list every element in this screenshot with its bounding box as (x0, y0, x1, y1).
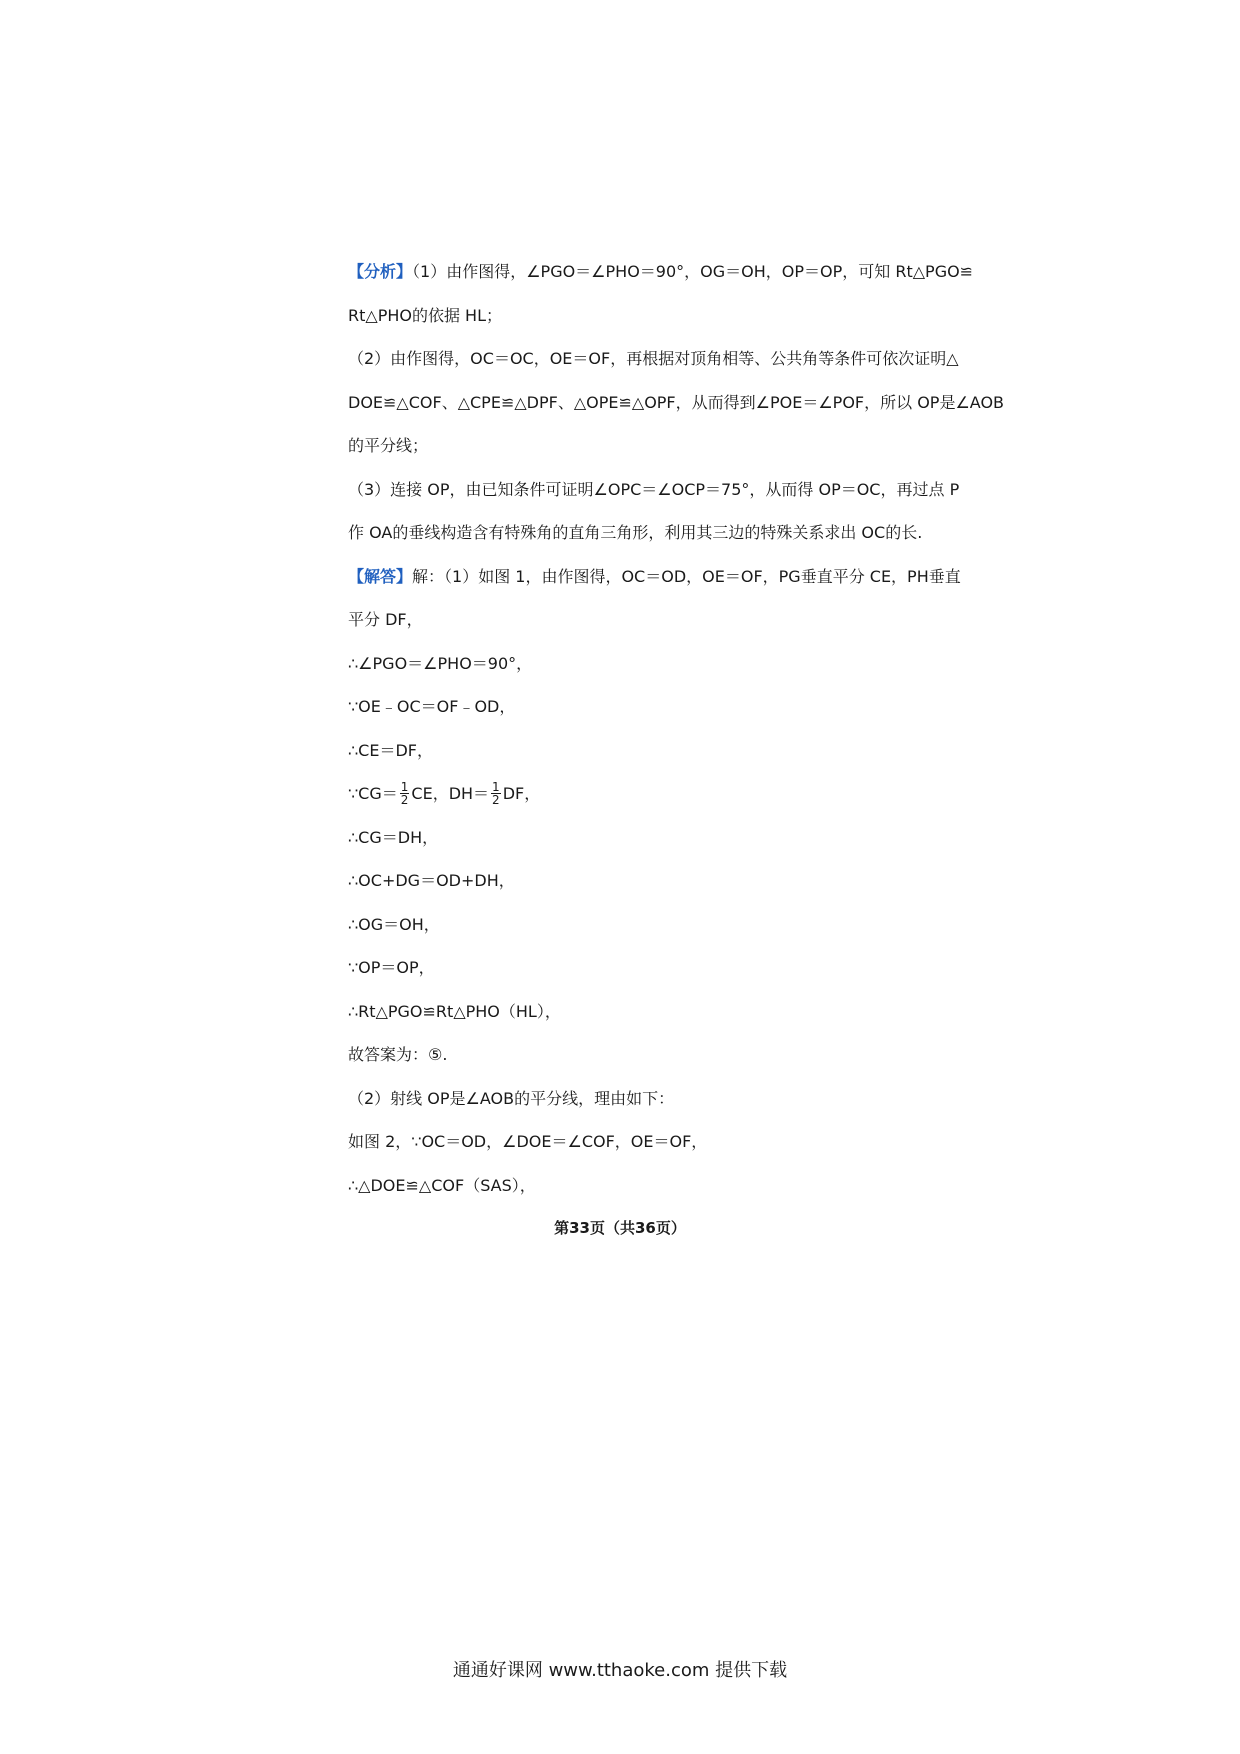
text-line: ∴OC+DG＝OD+DH， (348, 871, 515, 890)
text-line: ∵OP＝OP， (348, 958, 435, 977)
text-line: ∴CG＝DH， (348, 827, 439, 847)
fraction-one-half: $\frac{1}{2}$ (400, 780, 409, 808)
text-line: 故答案为：⑤. (348, 1045, 448, 1064)
text-line: （2）由作图得，OC＝OC，OE＝OF，再根据对顶角相等、公共角等条件可依次证明△ (348, 349, 959, 368)
footer-watermark: 通通好课网 www.tthaoke.com 提供下载 (452, 1660, 788, 1681)
fraction-one-half: $\frac{1}{2}$ (492, 780, 500, 808)
text-line: 如图 2，∵OC＝OD，∠DOE＝∠COF，OE＝OF， (348, 1132, 708, 1151)
solution-tag: 【解答】 (348, 566, 413, 586)
text-line: 的平分线； (348, 436, 429, 455)
text-line: ∴Rt△PGO≌Rt△PHO（HL）， (348, 1001, 561, 1021)
text-line: ∴∠PGO＝∠PHO＝90°， (348, 653, 533, 673)
text-line: ∴OG＝OH， (348, 914, 440, 934)
text-line: ∵OE﹣OC＝OF﹣OD， (348, 697, 516, 716)
text-line: Rt△PHO的依据 HL； (348, 305, 503, 325)
analysis-tag: 【分析】 (348, 262, 413, 281)
page-number: 第33页（共36页） (554, 1219, 686, 1237)
fraction-line: ∵CG＝ $\frac{1}{2}$ CE，DH＝ $\frac{1}{2}$ DF， (348, 780, 541, 808)
text-line: ∴△DOE≌△COF（SAS）， (348, 1175, 536, 1195)
solution-text (348, 250, 1005, 1207)
text-line: 作 OA的垂线构造含有特殊角的直角三角形，利用其三边的特殊关系求出 OC的长. (348, 523, 923, 542)
text-line: （3）连接 OP，由已知条件可证明∠OPC＝∠OCP＝75°，从而得 OP＝OC，再过点 P (348, 479, 960, 499)
text-line: DOE≌△COF、△CPE≌△DPF、△OPE≌△OPF，从而得到∠POE＝∠POF，所以 OP是∠AOB (348, 392, 1005, 412)
text-line: 【解答】解：（1）如图 1，由作图得，OC＝OD，OE＝OF，PG垂直平分 CE，PH垂直 (348, 566, 961, 586)
text-line: ∴CE＝DF， (348, 740, 433, 760)
text-line: 【分析】（1）由作图得，∠PGO＝∠PHO＝90°，OG＝OH，OP＝OP，可知 Rt△PGO≌ (348, 262, 974, 281)
text-line: （2）射线 OP是∠AOB的平分线，理由如下： (348, 1088, 675, 1108)
text-line: 平分 DF， (348, 610, 423, 629)
